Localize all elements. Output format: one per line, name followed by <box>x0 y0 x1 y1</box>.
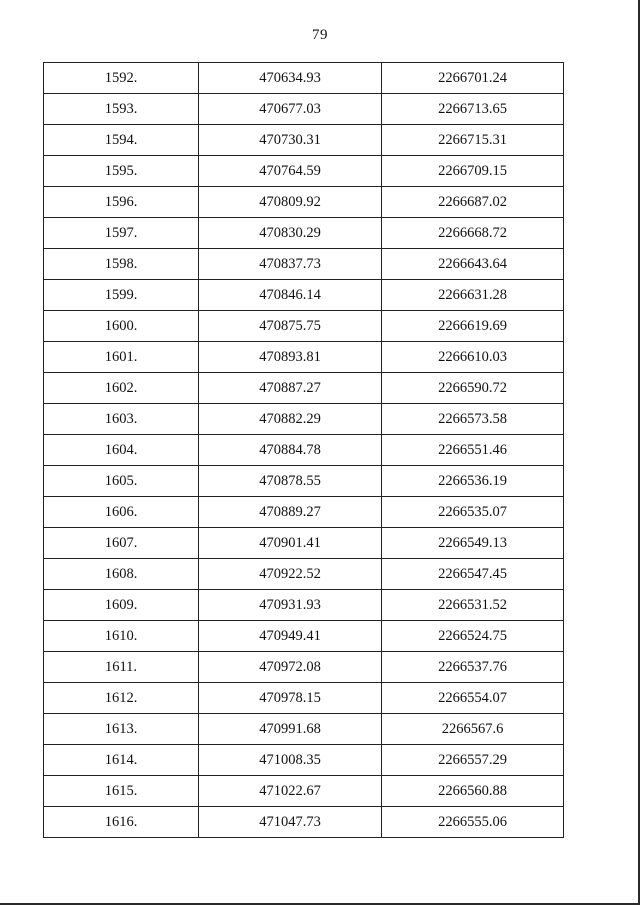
point-number-cell: 1593. <box>44 94 199 125</box>
table-row <box>44 745 564 776</box>
y-coordinate-cell: 2266531.52 <box>382 590 564 621</box>
point-number-cell: 1597. <box>44 218 199 249</box>
point-number-cell: 1609. <box>44 590 199 621</box>
x-coordinate-cell: 471047.73 <box>199 807 382 838</box>
table-row <box>44 590 564 621</box>
x-coordinate-cell: 470764.59 <box>199 156 382 187</box>
y-coordinate-cell: 2266537.76 <box>382 652 564 683</box>
point-number-cell: 1615. <box>44 776 199 807</box>
point-number-cell: 1607. <box>44 528 199 559</box>
point-number-cell: 1611. <box>44 652 199 683</box>
point-number-cell: 1614. <box>44 745 199 776</box>
point-number-cell: 1605. <box>44 466 199 497</box>
y-coordinate-cell: 2266551.46 <box>382 435 564 466</box>
point-number-cell: 1613. <box>44 714 199 745</box>
x-coordinate-cell: 470882.29 <box>199 404 382 435</box>
y-coordinate-cell: 2266535.07 <box>382 497 564 528</box>
x-coordinate-cell: 470677.03 <box>199 94 382 125</box>
x-coordinate-cell: 470887.27 <box>199 373 382 404</box>
y-coordinate-cell: 2266536.19 <box>382 466 564 497</box>
y-coordinate-cell: 2266687.02 <box>382 187 564 218</box>
coordinates-table-body <box>44 63 564 838</box>
y-coordinate-cell: 2266709.15 <box>382 156 564 187</box>
point-number-cell: 1602. <box>44 373 199 404</box>
table-row <box>44 714 564 745</box>
y-coordinate-cell: 2266643.64 <box>382 249 564 280</box>
x-coordinate-cell: 470949.41 <box>199 621 382 652</box>
x-coordinate-cell: 471022.67 <box>199 776 382 807</box>
y-coordinate-cell: 2266560.88 <box>382 776 564 807</box>
x-coordinate-cell: 470991.68 <box>199 714 382 745</box>
table-row <box>44 528 564 559</box>
x-coordinate-cell: 470634.93 <box>199 63 382 94</box>
y-coordinate-cell: 2266713.65 <box>382 94 564 125</box>
point-number-cell: 1612. <box>44 683 199 714</box>
table-row <box>44 63 564 94</box>
point-number-cell: 1595. <box>44 156 199 187</box>
x-coordinate-cell: 470901.41 <box>199 528 382 559</box>
table-row <box>44 249 564 280</box>
y-coordinate-cell: 2266567.6 <box>382 714 564 745</box>
y-coordinate-cell: 2266701.24 <box>382 63 564 94</box>
table-row <box>44 776 564 807</box>
x-coordinate-cell: 470884.78 <box>199 435 382 466</box>
x-coordinate-cell: 470978.15 <box>199 683 382 714</box>
x-coordinate-cell: 470846.14 <box>199 280 382 311</box>
page-number: 79 <box>312 27 328 43</box>
table-row <box>44 94 564 125</box>
y-coordinate-cell: 2266555.06 <box>382 807 564 838</box>
point-number-cell: 1610. <box>44 621 199 652</box>
table-row <box>44 559 564 590</box>
x-coordinate-cell: 470922.52 <box>199 559 382 590</box>
x-coordinate-cell: 470809.92 <box>199 187 382 218</box>
x-coordinate-cell: 470878.55 <box>199 466 382 497</box>
table-row <box>44 404 564 435</box>
point-number-cell: 1592. <box>44 63 199 94</box>
y-coordinate-cell: 2266524.75 <box>382 621 564 652</box>
point-number-cell: 1598. <box>44 249 199 280</box>
x-coordinate-cell: 470830.29 <box>199 218 382 249</box>
point-number-cell: 1608. <box>44 559 199 590</box>
table-row <box>44 311 564 342</box>
table-row <box>44 652 564 683</box>
y-coordinate-cell: 2266715.31 <box>382 125 564 156</box>
table-row <box>44 125 564 156</box>
table-row <box>44 156 564 187</box>
x-coordinate-cell: 470931.93 <box>199 590 382 621</box>
table-row <box>44 621 564 652</box>
x-coordinate-cell: 471008.35 <box>199 745 382 776</box>
y-coordinate-cell: 2266557.29 <box>382 745 564 776</box>
y-coordinate-cell: 2266619.69 <box>382 311 564 342</box>
point-number-cell: 1616. <box>44 807 199 838</box>
y-coordinate-cell: 2266668.72 <box>382 218 564 249</box>
x-coordinate-cell: 470972.08 <box>199 652 382 683</box>
point-number-cell: 1601. <box>44 342 199 373</box>
table-row <box>44 435 564 466</box>
point-number-cell: 1603. <box>44 404 199 435</box>
y-coordinate-cell: 2266590.72 <box>382 373 564 404</box>
table-row <box>44 466 564 497</box>
y-coordinate-cell: 2266573.58 <box>382 404 564 435</box>
y-coordinate-cell: 2266547.45 <box>382 559 564 590</box>
table-row <box>44 187 564 218</box>
x-coordinate-cell: 470889.27 <box>199 497 382 528</box>
point-number-cell: 1599. <box>44 280 199 311</box>
point-number-cell: 1596. <box>44 187 199 218</box>
table-row <box>44 373 564 404</box>
point-number-cell: 1604. <box>44 435 199 466</box>
x-coordinate-cell: 470875.75 <box>199 311 382 342</box>
x-coordinate-cell: 470893.81 <box>199 342 382 373</box>
point-number-cell: 1606. <box>44 497 199 528</box>
y-coordinate-cell: 2266549.13 <box>382 528 564 559</box>
x-coordinate-cell: 470837.73 <box>199 249 382 280</box>
table-row <box>44 280 564 311</box>
table-row <box>44 497 564 528</box>
x-coordinate-cell: 470730.31 <box>199 125 382 156</box>
coordinates-table <box>43 62 564 838</box>
table-row <box>44 218 564 249</box>
point-number-cell: 1594. <box>44 125 199 156</box>
y-coordinate-cell: 2266610.03 <box>382 342 564 373</box>
y-coordinate-cell: 2266631.28 <box>382 280 564 311</box>
point-number-cell: 1600. <box>44 311 199 342</box>
table-row <box>44 342 564 373</box>
table-row <box>44 807 564 838</box>
y-coordinate-cell: 2266554.07 <box>382 683 564 714</box>
table-row <box>44 683 564 714</box>
